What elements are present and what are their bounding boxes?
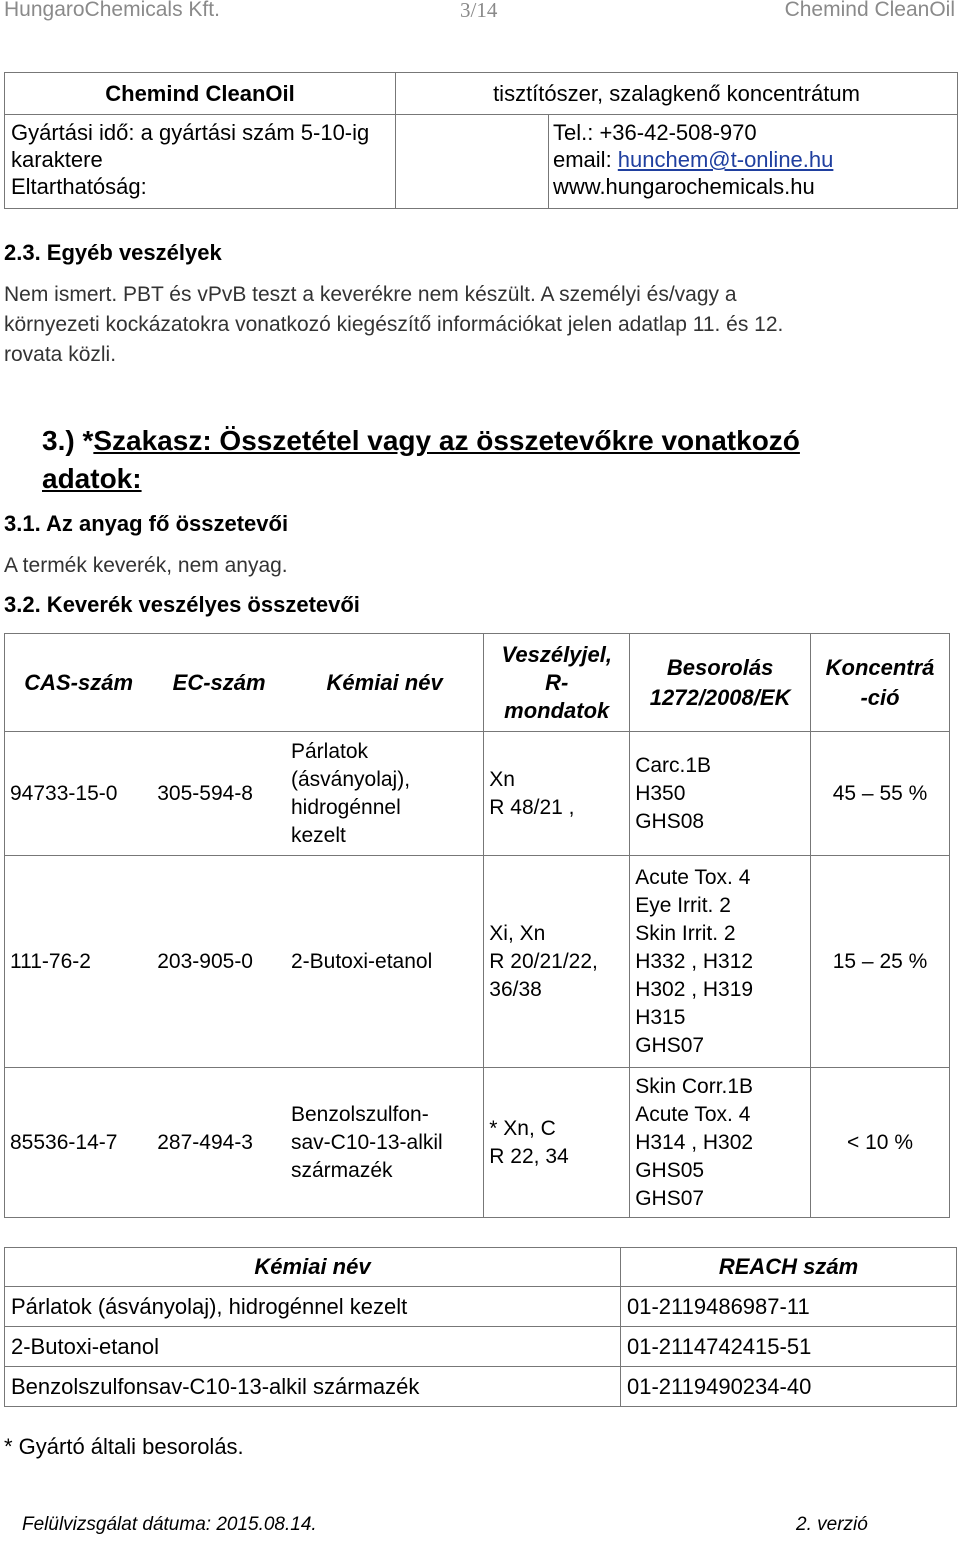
reach-chemical-name: 2-Butoxi-etanol xyxy=(5,1327,621,1367)
ec-number: 305-594-8 xyxy=(152,732,286,856)
footer-version: 2. verzió xyxy=(796,1514,868,1535)
concentration: < 10 % xyxy=(811,1068,950,1218)
reach-header-name: Kémiai név xyxy=(5,1248,621,1287)
risk-phrases: Xi, Xn R 20/21/22, 36/38 xyxy=(484,856,630,1068)
product-desc-cell xyxy=(396,73,958,115)
manufacturing-cell xyxy=(5,115,396,209)
reach-number: 01-2119486987-11 xyxy=(621,1287,957,1327)
reach-header-number: REACH szám xyxy=(621,1248,957,1287)
ec-number: 203-905-0 xyxy=(152,856,286,1068)
product-name-cell xyxy=(5,73,396,115)
product-description: tisztítószer, szalagkenő koncentrátum xyxy=(493,80,860,106)
chemical-name: Benzolszulfon- sav-C10-13-alkil származék xyxy=(286,1068,484,1218)
reach-header-row xyxy=(5,1248,957,1287)
header-name: Kémiai név xyxy=(286,634,484,732)
product-name: Chemind CleanOil xyxy=(105,80,295,106)
chemical-name: 2-Butoxi-etanol xyxy=(286,856,484,1068)
section-3-1-title: 3.1. Az anyag fő összetevői xyxy=(4,511,289,536)
header-ec: EC-szám xyxy=(152,634,286,732)
chemical-name: Párlatok (ásványolaj), hidrogénnel kezelt xyxy=(286,732,484,856)
header-company: HungaroChemicals Kft. xyxy=(4,0,220,21)
concentration: 15 – 25 % xyxy=(811,856,950,1068)
email-line: email: hunchem@t-online.hu xyxy=(553,147,834,172)
classification: Carc.1B H350 GHS08 xyxy=(630,732,811,856)
table-row xyxy=(5,1068,950,1218)
header-concentration: Koncentrá -ció xyxy=(811,634,950,732)
reach-table xyxy=(4,1247,957,1407)
section-2-3-text: Nem ismert. PBT és vPvB teszt a keverékre nem készült. A személyi és/vagy a környezeti kockázatokra vonatkozó kiegészítő információkat jelen adatlap 11. és 12. rovata közli. xyxy=(4,283,784,366)
section-2-3-title: 2.3. Egyéb veszélyek xyxy=(4,240,222,265)
header-cas: CAS-szám xyxy=(5,634,153,732)
email-link[interactable]: hunchem@t-online.hu xyxy=(617,147,834,172)
telephone: Tel.: +36-42-508-970 xyxy=(553,120,757,145)
ec-number: 287-494-3 xyxy=(152,1068,286,1218)
reach-chemical-name: Párlatok (ásványolaj), hidrogénnel kezelt xyxy=(5,1287,621,1327)
footer-revision-date: Felülvizsgálat dátuma: 2015.08.14. xyxy=(22,1514,317,1535)
header-page-number: 3/14 xyxy=(460,0,498,22)
table-header-row xyxy=(5,634,950,732)
risk-phrases: Xn R 48/21 , xyxy=(484,732,630,856)
reach-number: 01-2114742415-51 xyxy=(621,1327,957,1367)
cas-number: 111-76-2 xyxy=(5,856,153,1068)
section-3-2-title: 3.2. Keverék veszélyes összetevői xyxy=(4,592,360,617)
shelf-life-label: Eltarthatóság: xyxy=(11,174,147,199)
classification: Acute Tox. 4 Eye Irrit. 2 Skin Irrit. 2 H332 , H312 H302 , H319 H315 GHS07 xyxy=(630,856,811,1068)
table-row xyxy=(5,1367,957,1407)
manufacturer-classification-note: * Gyártó általi besorolás. xyxy=(4,1434,244,1459)
header-classification: Besorolás 1272/2008/EK xyxy=(630,634,811,732)
cas-number: 94733-15-0 xyxy=(5,732,153,856)
reach-chemical-name: Benzolszulfonsav-C10-13-alkil származék xyxy=(5,1367,621,1407)
section-3-title: 3.) *Szakasz: Összetétel vagy az összetevőkre vonatkozó adatok: xyxy=(42,425,800,494)
hazardous-components-table xyxy=(4,633,950,1218)
table-row xyxy=(5,1327,957,1367)
table-row xyxy=(5,856,950,1068)
reach-number: 01-2119490234-40 xyxy=(621,1367,957,1407)
section-3-1-text: A termék keverék, nem anyag. xyxy=(4,554,288,577)
classification: Skin Corr.1B Acute Tox. 4 H314 , H302 GHS05 GHS07 xyxy=(630,1068,811,1218)
risk-phrases: * Xn, C R 22, 34 xyxy=(484,1068,630,1218)
table-row xyxy=(5,1287,957,1327)
manufacturing-date-text: Gyártási idő: a gyártási szám 5-10-ig karaktere xyxy=(11,120,370,172)
contact-cell xyxy=(396,115,958,209)
website[interactable]: www.hungarochemicals.hu xyxy=(553,174,815,199)
product-info-table xyxy=(4,72,958,209)
concentration: 45 – 55 % xyxy=(811,732,950,856)
header-product: Chemind CleanOil xyxy=(784,0,955,21)
cas-number: 85536-14-7 xyxy=(5,1068,153,1218)
header-risk: Veszélyjel, R- mondatok xyxy=(484,634,630,732)
table-row xyxy=(5,732,950,856)
